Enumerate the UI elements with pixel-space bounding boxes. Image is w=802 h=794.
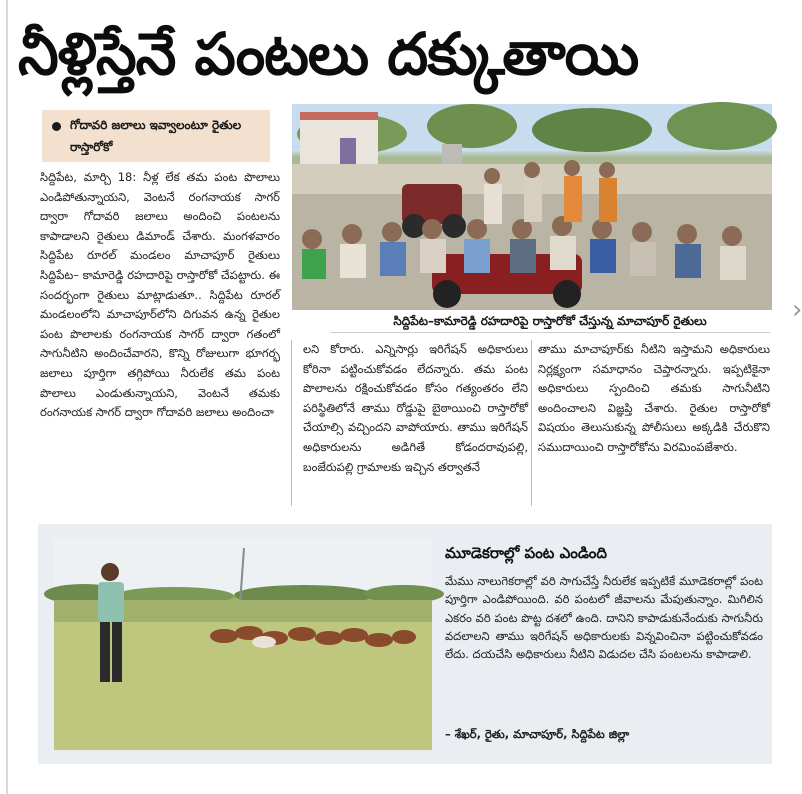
quote-body: మేము నాలుగెకరాల్లో వరి సాగుచేస్తే నీరులేక ఇప్పటికే మూడెకరాల్లో పంట పూర్తిగా ఎండిపోయింది. వరి పంటలో జీవాలను మేపుతున్నాం. మిగిలిన ఎకరం వరి పంట పొట్ట దశలో ఉంది. దానిని కాపాడుకునేందుకు సాగునీరు వదలాలని తాము ఇరిగేషన్ అధికారులకు విన్నవించినా పట్టించుకోవడం లేదు. దయచేసి అధికారులు నీటిని విడుదల చేసి పంటలను కాపాడాలి.	[445, 574, 763, 662]
page-edge-rule	[6, 0, 8, 794]
quote-byline: – శేఖర్, రైతు, మాచాపూర్, సిద్దిపేట జిల్లా	[445, 727, 630, 741]
headline: నీళ్లిస్తేనే పంటలు దక్కుతాయి	[18, 20, 639, 88]
dried-field-illustration	[54, 538, 432, 750]
next-arrow-icon[interactable]: ›	[792, 295, 802, 325]
kicker-box	[42, 110, 270, 162]
protest-photo	[292, 104, 772, 310]
column-divider	[531, 340, 532, 506]
dried-field-photo	[54, 538, 432, 750]
article-column-2: లని కోరారు. ఎన్నిసార్లు ఇరిగేషన్ అధికారులు కోరినా పట్టించుకోవడం లేదన్నారు. తమ పంట పొలాలను రక్షించుకోవడం కోసం గత్యంతరం లేని పరిస్థితిలోనే తాము రోడ్డుపై బైఠాయించి రాస్తారోకో చేయాల్సి వచ్చిందని వాపోయారు. తాము ఇరిగేషన్ అధికారులను అడిగితే కోడందరావుపల్లి, బంజేరుపల్లి గ్రామాలకు ఇచ్చిన తర్వాతనే	[303, 342, 528, 474]
quote-title: మూడెకరాల్లో పంట ఎండింది	[445, 544, 607, 562]
photo-caption: సిద్దిపేట–కామారెడ్డి రహదారిపై రాస్తారోకో చేస్తున్న మాచాపూర్ రైతులు	[330, 310, 770, 333]
article-column-3: తాము మాచాపూర్‌కు నీటిని ఇస్తామని అధికారులు నిర్లక్ష్యంగా సమాధానం చెప్తారన్నారు. ఇప్పటికైనా అధికారులు స్పందించి తమకు సాగునీటిని అందించాలని విజ్ఞప్తి చేశారు. రైతుల రాస్తారోకో విషయం తెలుసుకున్న పోలీసులు అక్కడికి చేరుకొని సముదాయించి రాస్తారోకోను విరమింపజేశారు.	[538, 342, 770, 454]
kicker-text: గోదావరి జలాలు ఇవ్వాలంటూ రైతుల రాస్తారోకో	[70, 118, 242, 154]
column-divider	[291, 340, 292, 506]
bullet-icon	[52, 122, 61, 131]
protest-photo-illustration	[292, 104, 772, 310]
article-column-1: సిద్దిపేట, మార్చి 18: నీళ్ల లేక తమ పంట పొలాలు ఎండిపోతున్నాయని, వెంటనే రంగనాయక సాగర్ ద్వారా గోదావరి జలాలు అందించి పంటలను కాపాడాలని రైతులు డిమాండ్ చేశారు. మంగళవారం సిద్దిపేట రూరల్ మండలం మాచాపూర్ రైతులు సిద్దిపేట– కామారెడ్డి రహదారిపై రాస్తారోకో చేపట్టారు. ఈ సందర్భంగా రైతులు మాట్లాడుతూ.. సిద్దిపేట రూరల్ మండలంలోని మాచాపూర్‌లోని దిగువన ఉన్న రైతుల పంట పొలాలకు రంగనాయక సాగర్ ద్వారా గతంలో సాగునీటిని అందించేవారని, కొన్ని రోజులుగా భూగర్భ జలాలు పూర్తిగా తగ్గిపోయి నీరులేక తమ పంట పొలాలు ఎండుతున్నాయని, వెంటనే తమకు రంగనాయక సాగర్ ద్వారా గోదావరి జలాలు అందించా	[40, 170, 280, 420]
